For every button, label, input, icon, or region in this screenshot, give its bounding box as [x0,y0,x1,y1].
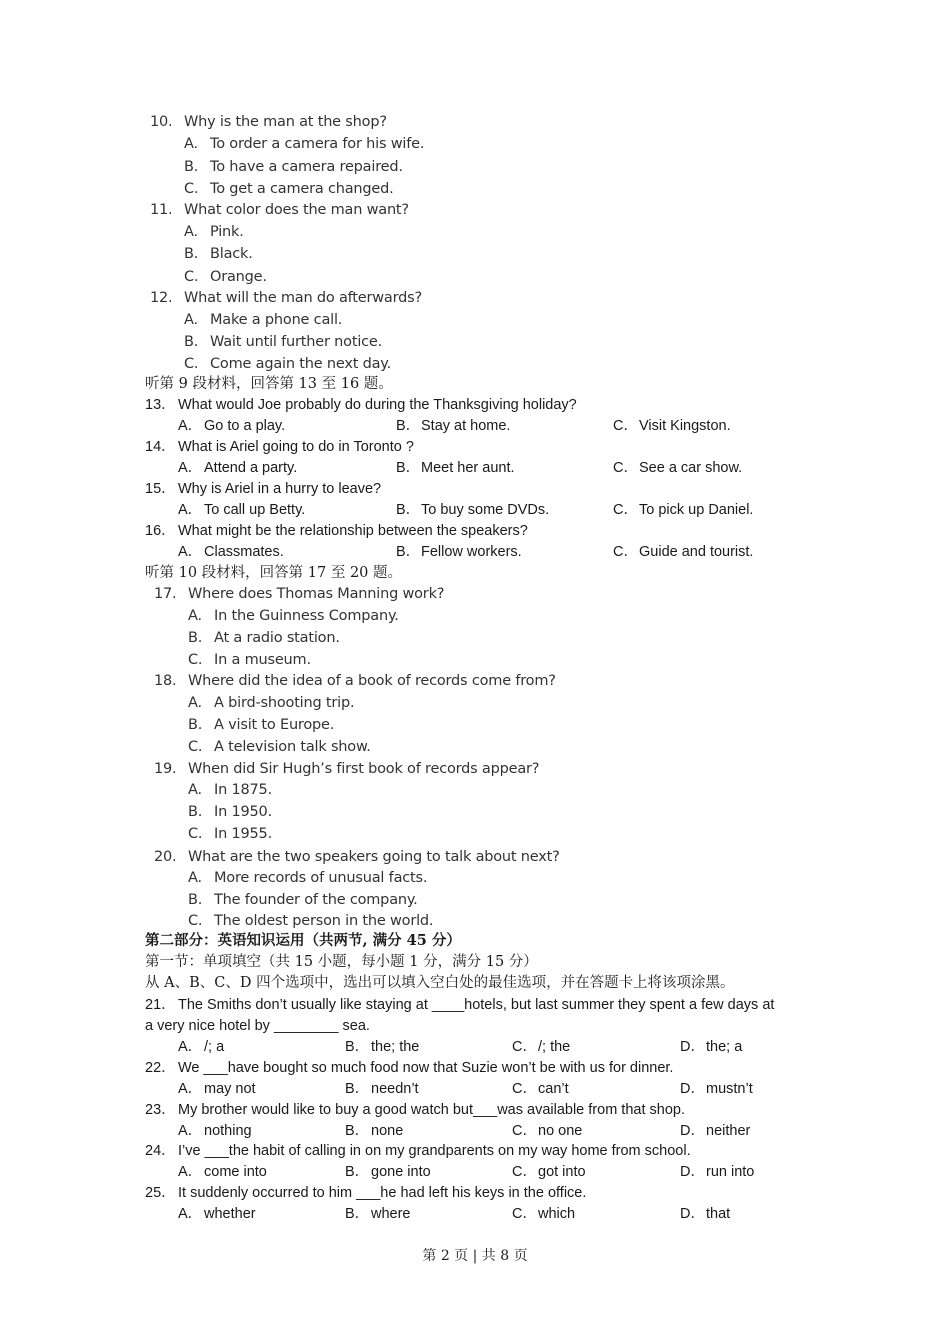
q23-option-d: neither [706,1123,751,1139]
q12-option-a-label: A. [184,312,198,328]
q17-option-b-label: B. [188,630,203,646]
q14-option-c: See a car show. [639,460,743,476]
q13-option-c: Visit Kingston. [639,418,731,434]
q17-option-c: In a museum. [214,652,311,668]
q14-option-a: Attend a party. [204,460,298,476]
q19-number: 19. [154,761,177,777]
q24-option-b: gone into [371,1164,431,1180]
q15-option-c: To pick up Daniel. [639,502,754,518]
q24-option-c-label: C． [512,1164,537,1180]
part-2-heading: 第二部分：英语知识运用（共两节, 满分 45 分） [145,932,461,949]
q24-option-b-label: B． [345,1164,370,1180]
q12-option-b: Wait until further notice. [210,334,383,350]
q21-number: 21． [145,997,176,1013]
q24-option-c: got into [538,1164,586,1180]
q21-option-c: /; the [538,1039,571,1055]
q14-stem: What is Ariel going to do in Toronto ? [178,439,414,455]
q22-option-c: can’t [538,1081,569,1097]
q14-number: 14． [145,439,176,455]
q25-option-a: whether [204,1206,256,1222]
q15-option-c-label: C． [613,502,638,518]
q12-number: 12. [150,290,173,306]
q22-option-b-label: B． [345,1081,370,1097]
instructions: 从 A、B、C、D 四个选项中，选出可以填入空白处的最佳选项，并在答题卡上将该项涂黑。 [145,975,735,991]
q16-number: 16． [145,523,176,539]
section-1-heading: 第一节：单项填空（共 15 小题，每小题 1 分，满分 15 分） [145,954,538,970]
q10-option-a-label: A. [184,136,198,152]
q25-option-c-label: C． [512,1206,537,1222]
q20-number: 20. [154,849,177,865]
q25-option-d: that [706,1206,731,1222]
q17-option-a-label: A. [188,608,202,624]
q23-stem: My brother would like to buy a good watch but___was available from that shop. [178,1102,685,1118]
q25-number: 25． [145,1185,176,1201]
q23-option-a-label: A． [178,1123,203,1139]
q18-option-b: A visit to Europe. [214,717,335,733]
q23-number: 23． [145,1102,176,1118]
q23-option-b: none [371,1123,404,1139]
q18-option-a-label: A. [188,695,202,711]
section-10-heading: 听第 10 段材料，回答第 17 至 20 题。 [145,565,403,581]
q16-option-a: Classmates. [204,544,284,560]
q22-option-a: may not [204,1081,256,1097]
q16-option-c: Guide and tourist. [639,544,754,560]
q20-option-a-label: A. [188,870,202,886]
q10-option-c-label: C. [184,181,199,197]
q22-number: 22． [145,1060,176,1076]
q16-option-a-label: A． [178,544,203,560]
q19-stem: When did Sir Hugh’s first book of records appear? [188,761,540,777]
q20-option-c: The oldest person in the world. [214,913,434,929]
q14-option-c-label: C． [613,460,638,476]
q10-number: 10. [150,114,173,130]
q20-stem: What are the two speakers going to talk about next? [188,849,560,865]
q11-stem: What color does the man want? [184,202,409,218]
q11-option-a: Pink. [210,224,244,240]
q20-option-c-label: C. [188,913,203,929]
q23-option-c-label: C． [512,1123,537,1139]
q19-option-b: In 1950. [214,804,272,820]
q12-option-c-label: C. [184,356,199,372]
q23-option-d-label: D． [680,1123,705,1139]
q21-option-c-label: C． [512,1039,537,1055]
q12-option-c: Come again the next day. [210,356,392,372]
q11-option-a-label: A. [184,224,198,240]
q25-option-b-label: B． [345,1206,370,1222]
q10-option-a: To order a camera for his wife. [210,136,425,152]
q24-stem: I’ve ___the habit of calling in on my grandparents on my way home from school. [178,1143,691,1159]
q23-option-a: nothing [204,1123,252,1139]
q21-option-d: the; a [706,1039,743,1055]
q22-option-c-label: C． [512,1081,537,1097]
q15-option-a: To call up Betty. [204,502,306,518]
q13-option-b: Stay at home. [421,418,511,434]
q11-number: 11. [150,202,173,218]
q19-option-a-label: A. [188,782,202,798]
q25-option-c: which [538,1206,576,1222]
q24-option-a: come into [204,1164,267,1180]
q21-stem-line1: The Smiths don’t usually like staying at ____hotels, but last summer they spent a few days at [178,997,775,1013]
q22-option-d-label: D． [680,1081,705,1097]
q15-option-b-label: B． [396,502,421,518]
q25-option-a-label: A． [178,1206,203,1222]
q13-option-a-label: A． [178,418,203,434]
q17-option-c-label: C. [188,652,203,668]
q13-option-c-label: C． [613,418,638,434]
q12-stem: What will the man do afterwards? [184,290,422,306]
q17-number: 17. [154,586,177,602]
q14-option-b-label: B． [396,460,421,476]
q20-option-b: The founder of the company. [214,892,418,908]
q25-option-b: where [371,1206,411,1222]
q18-option-c-label: C. [188,739,203,755]
q19-option-b-label: B. [188,804,203,820]
q13-option-a: Go to a play. [204,418,286,434]
q21-option-b: the; the [371,1039,420,1055]
q13-option-b-label: B． [396,418,421,434]
q21-option-b-label: B． [345,1039,370,1055]
q15-number: 15． [145,481,176,497]
q19-option-c-label: C. [188,826,203,842]
q18-stem: Where did the idea of a book of records come from? [188,673,556,689]
q11-option-c-label: C. [184,269,199,285]
q24-option-a-label: A． [178,1164,203,1180]
q25-stem: It suddenly occurred to him ___he had left his keys in the office. [178,1185,587,1201]
q24-option-d: run into [706,1164,755,1180]
q24-number: 24． [145,1143,176,1159]
q20-option-a: More records of unusual facts. [214,870,428,886]
q19-option-c: In 1955. [214,826,272,842]
q17-option-a: In the Guinness Company. [214,608,399,624]
q17-option-b: At a radio station. [214,630,340,646]
q11-option-b: Black. [210,246,253,262]
q21-option-a: /; a [204,1039,225,1055]
q14-option-a-label: A． [178,460,203,476]
q16-stem: What might be the relationship between the speakers? [178,523,528,539]
q22-option-a-label: A． [178,1081,203,1097]
q18-option-b-label: B. [188,717,203,733]
q14-option-b: Meet her aunt. [421,460,515,476]
q15-stem: Why is Ariel in a hurry to leave? [178,481,382,497]
q22-stem: We ___have bought so much food now that Suzie won’t be with us for dinner. [178,1060,674,1076]
q18-option-c: A television talk show. [214,739,371,755]
q23-option-b-label: B． [345,1123,370,1139]
q13-stem: What would Joe probably do during the Thanksgiving holiday? [178,397,577,413]
q18-number: 18. [154,673,177,689]
q16-option-b-label: B． [396,544,421,560]
q12-option-a: Make a phone call. [210,312,343,328]
q18-option-a: A bird-shooting trip. [214,695,355,711]
q22-option-b: needn’t [371,1081,419,1097]
q15-option-b: To buy some DVDs. [421,502,550,518]
q13-number: 13． [145,397,176,413]
q16-option-c-label: C． [613,544,638,560]
q12-option-b-label: B. [184,334,199,350]
q20-option-b-label: B. [188,892,203,908]
q10-option-b-label: B. [184,159,199,175]
q21-option-d-label: D． [680,1039,705,1055]
q11-option-b-label: B. [184,246,199,262]
q22-option-d: mustn’t [706,1081,753,1097]
section-9-heading: 听第 9 段材料，回答第 13 至 16 题。 [145,376,393,392]
q15-option-a-label: A． [178,502,203,518]
q10-option-c: To get a camera changed. [210,181,394,197]
q10-option-b: To have a camera repaired. [210,159,403,175]
q24-option-d-label: D． [680,1164,705,1180]
q21-option-a-label: A． [178,1039,203,1055]
q17-stem: Where does Thomas Manning work? [188,586,445,602]
q16-option-b: Fellow workers. [421,544,522,560]
q19-option-a: In 1875. [214,782,272,798]
q21-stem-line2: a very nice hotel by ________ sea. [145,1018,370,1034]
page-footer: 第 2 页 | 共 8 页 [422,1248,528,1264]
q23-option-c: no one [538,1123,583,1139]
q10-stem: Why is the man at the shop? [184,114,387,130]
q25-option-d-label: D． [680,1206,705,1222]
q11-option-c: Orange. [210,269,267,285]
